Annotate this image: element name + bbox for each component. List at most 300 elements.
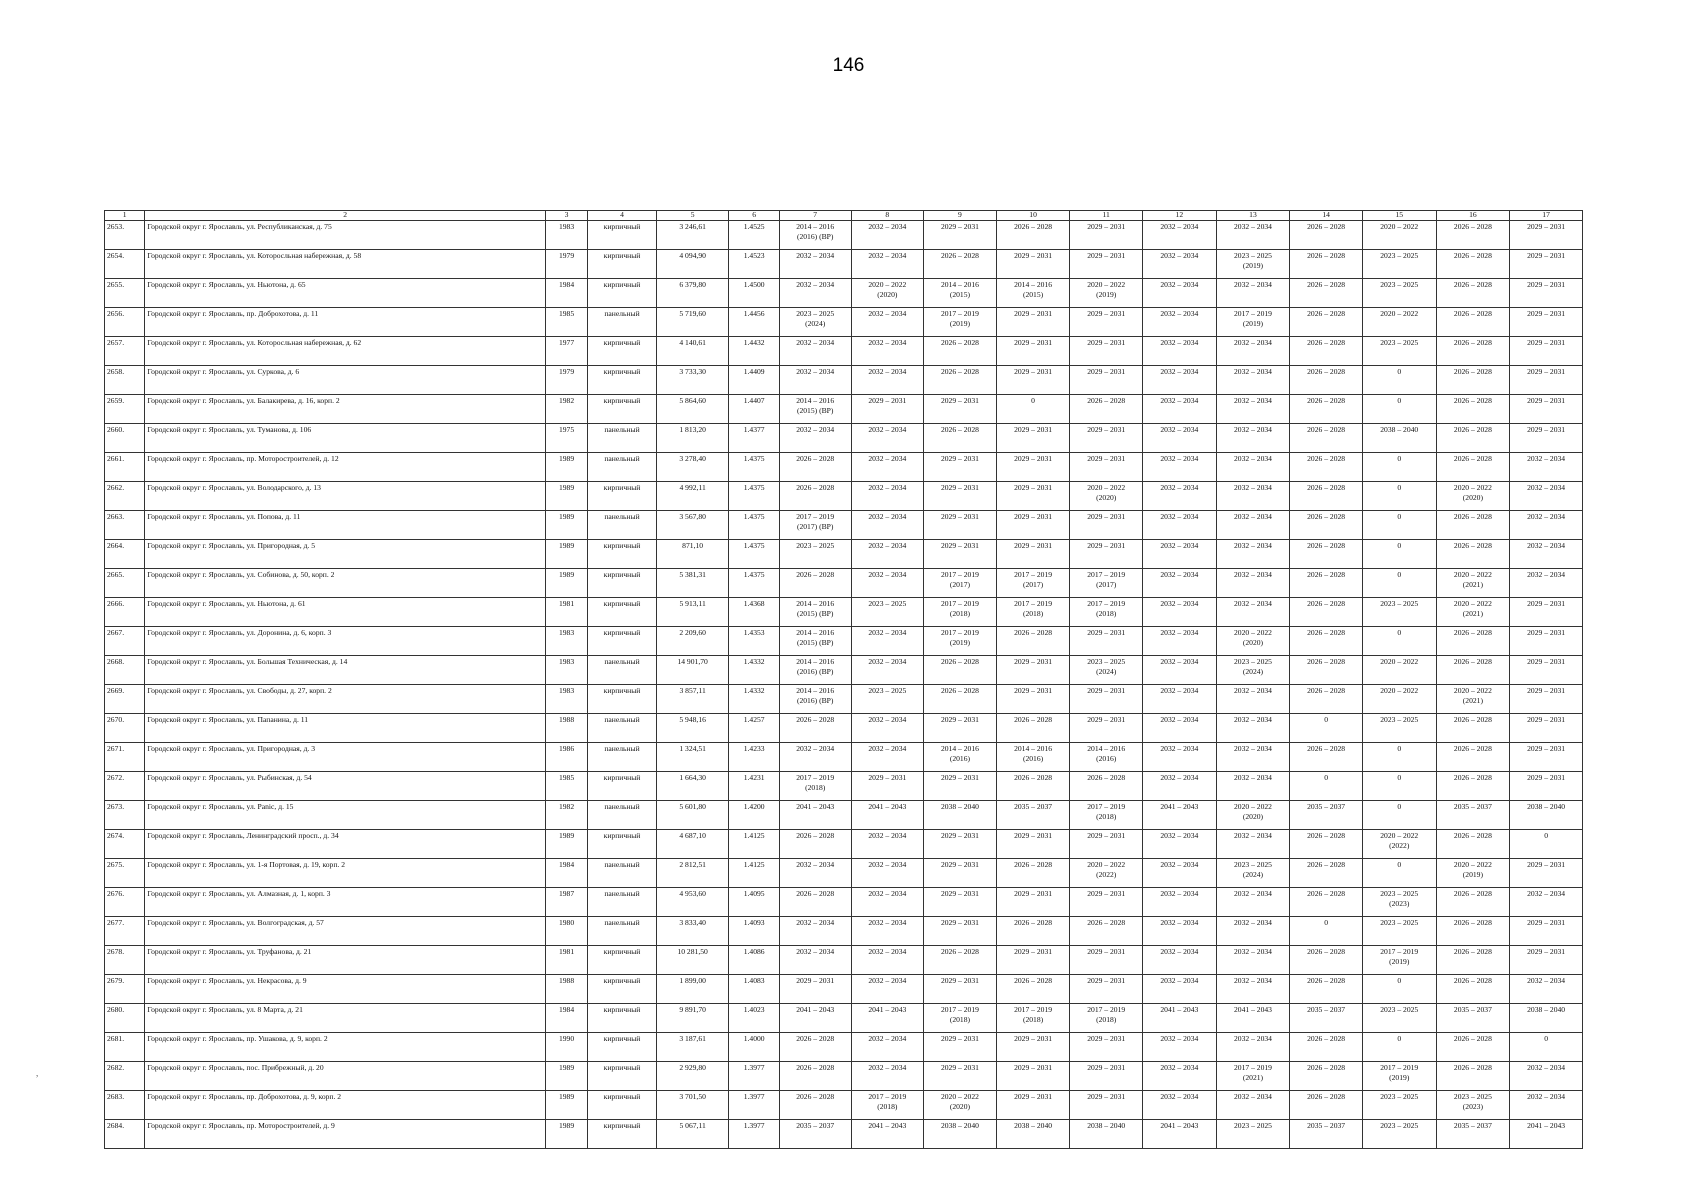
table-cell: 2029 – 2031: [1510, 859, 1583, 888]
table-cell: 2017 – 2019 (2019): [1216, 308, 1290, 337]
row-number-cell: 2683.: [105, 1091, 145, 1120]
table-cell: 2026 – 2028: [924, 250, 997, 279]
row-number-cell: 2675.: [105, 859, 145, 888]
table-cell: 2026 – 2028: [779, 453, 851, 482]
table-cell: панельный: [588, 888, 657, 917]
table-cell: 2032 – 2034: [1143, 279, 1217, 308]
table-cell: 2041 – 2043: [1510, 1120, 1583, 1149]
address-cell: Городской округ г. Ярославль, ул. Балакирева, д. 16, корп. 2: [145, 395, 546, 424]
table-cell: 2029 – 2031: [996, 482, 1070, 511]
table-cell: 2032 – 2034: [1143, 888, 1217, 917]
table-cell: 2029 – 2031: [996, 366, 1070, 395]
table-cell: 2029 – 2031: [1510, 917, 1583, 946]
table-cell: 2020 – 2022 (2020): [924, 1091, 997, 1120]
table-cell: 2026 – 2028: [779, 830, 851, 859]
table-cell: 2032 – 2034: [1510, 540, 1583, 569]
table-cell: 1.4523: [729, 250, 779, 279]
table-cell: 2032 – 2034: [851, 424, 924, 453]
table-row: [105, 917, 1583, 946]
address-cell: Городской округ г. Ярославль, ул. 8 Марта, д. 21: [145, 1004, 546, 1033]
table-cell: 2032 – 2034: [1143, 917, 1217, 946]
column-number-header: 7: [779, 211, 851, 221]
table-cell: 2026 – 2028: [1290, 453, 1363, 482]
table-cell: 2032 – 2034: [1216, 540, 1290, 569]
column-number-header: 8: [851, 211, 924, 221]
table-cell: 2026 – 2028: [779, 482, 851, 511]
row-number-cell: 2678.: [105, 946, 145, 975]
table-cell: 1.4257: [729, 714, 779, 743]
row-number-cell: 2673.: [105, 801, 145, 830]
row-number-cell: 2676.: [105, 888, 145, 917]
table-cell: 2029 – 2031: [1510, 308, 1583, 337]
table-cell: 2029 – 2031: [996, 540, 1070, 569]
table-cell: 2023 – 2025: [851, 685, 924, 714]
table-cell: 2029 – 2031: [924, 511, 997, 540]
table-cell: 0: [1362, 569, 1436, 598]
table-cell: 2032 – 2034: [1143, 1062, 1217, 1091]
table-cell: 0: [1362, 801, 1436, 830]
table-cell: 2023 – 2025: [1362, 1004, 1436, 1033]
row-number-cell: 2656.: [105, 308, 145, 337]
table-cell: 2029 – 2031: [924, 888, 997, 917]
address-cell: Городской округ г. Ярославль, пр. Доброхотова, д. 11: [145, 308, 546, 337]
table-cell: панельный: [588, 308, 657, 337]
table-cell: 6 379,80: [656, 279, 729, 308]
table-cell: 2014 – 2016 (2015) (ВР): [779, 395, 851, 424]
table-cell: кирпичный: [588, 395, 657, 424]
table-cell: панельный: [588, 511, 657, 540]
table-cell: 2032 – 2034: [779, 279, 851, 308]
table-cell: 2041 – 2043: [1143, 1120, 1217, 1149]
table-cell: 0: [1362, 453, 1436, 482]
table-cell: 1984: [545, 859, 587, 888]
table-cell: 2029 – 2031: [851, 395, 924, 424]
row-number-cell: 2655.: [105, 279, 145, 308]
column-number-header: 5: [656, 211, 729, 221]
table-cell: кирпичный: [588, 1033, 657, 1062]
table-cell: 2026 – 2028: [924, 685, 997, 714]
table-cell: 2032 – 2034: [1216, 714, 1290, 743]
table-cell: 2032 – 2034: [851, 366, 924, 395]
table-cell: 2032 – 2034: [1216, 511, 1290, 540]
table-cell: 2017 – 2019 (2018): [996, 598, 1070, 627]
table-cell: 1.4233: [729, 743, 779, 772]
table-cell: 2014 – 2016 (2015) (ВР): [779, 598, 851, 627]
table-cell: 2029 – 2031: [1510, 424, 1583, 453]
table-cell: 2026 – 2028: [1436, 772, 1510, 801]
row-number-cell: 2674.: [105, 830, 145, 859]
address-cell: Городской округ г. Ярославль, ул. 1-я Портовая, д. 19, корп. 2: [145, 859, 546, 888]
table-cell: 2029 – 2031: [1070, 685, 1143, 714]
table-cell: 2023 – 2025: [1216, 1120, 1290, 1149]
table-row: [105, 279, 1583, 308]
table-cell: 2032 – 2034: [779, 366, 851, 395]
table-cell: 2032 – 2034: [851, 917, 924, 946]
table-row: [105, 569, 1583, 598]
table-cell: 0: [1290, 917, 1363, 946]
table-cell: 2032 – 2034: [851, 627, 924, 656]
table-cell: 2020 – 2022 (2022): [1362, 830, 1436, 859]
address-cell: Городской округ г. Ярославль, ул. Суркова, д. 6: [145, 366, 546, 395]
table-cell: 2026 – 2028: [779, 888, 851, 917]
table-cell: 2029 – 2031: [1070, 424, 1143, 453]
table-cell: 1988: [545, 975, 587, 1004]
table-cell: 1.4375: [729, 511, 779, 540]
table-cell: 2032 – 2034: [851, 1062, 924, 1091]
table-cell: 2032 – 2034: [1510, 975, 1583, 1004]
table-cell: 2029 – 2031: [996, 946, 1070, 975]
table-cell: 2032 – 2034: [851, 337, 924, 366]
table-cell: 2026 – 2028: [1290, 1062, 1363, 1091]
table-cell: 2017 – 2019 (2018): [1070, 1004, 1143, 1033]
table-cell: 2029 – 2031: [924, 859, 997, 888]
table-cell: 2032 – 2034: [1510, 888, 1583, 917]
table-cell: 2026 – 2028: [1436, 250, 1510, 279]
table-cell: 1986: [545, 743, 587, 772]
row-number-cell: 2653.: [105, 221, 145, 250]
scan-artifact-mark: ,: [36, 1068, 39, 1078]
table-cell: 2032 – 2034: [851, 221, 924, 250]
table-cell: 2032 – 2034: [851, 482, 924, 511]
table-cell: кирпичный: [588, 366, 657, 395]
table-cell: 2020 – 2022: [1362, 656, 1436, 685]
table-cell: кирпичный: [588, 250, 657, 279]
table-cell: 2026 – 2028: [924, 366, 997, 395]
table-cell: 4 953,60: [656, 888, 729, 917]
table-cell: 2023 – 2025: [1362, 1120, 1436, 1149]
table-cell: 2032 – 2034: [1143, 627, 1217, 656]
table-cell: 1.3977: [729, 1120, 779, 1149]
table-cell: 2032 – 2034: [851, 569, 924, 598]
table-cell: 2026 – 2028: [924, 337, 997, 366]
table-cell: 2020 – 2022 (2019): [1436, 859, 1510, 888]
table-cell: 2026 – 2028: [1436, 656, 1510, 685]
table-cell: 2 209,60: [656, 627, 729, 656]
table-cell: 2032 – 2034: [851, 859, 924, 888]
table-cell: 1.4200: [729, 801, 779, 830]
table-cell: 1.4407: [729, 395, 779, 424]
table-cell: 1979: [545, 366, 587, 395]
table-cell: 2020 – 2022 (2021): [1436, 685, 1510, 714]
address-cell: Городской округ г. Ярославль, ул. Волгоградская, д. 57: [145, 917, 546, 946]
table-cell: 2032 – 2034: [1510, 1091, 1583, 1120]
row-number-cell: 2679.: [105, 975, 145, 1004]
table-cell: 2023 – 2025 (2024): [779, 308, 851, 337]
table-cell: 2026 – 2028: [1290, 482, 1363, 511]
table-cell: 2014 – 2016 (2016) (ВР): [779, 656, 851, 685]
table-cell: 0: [1362, 975, 1436, 1004]
column-number-header: 9: [924, 211, 997, 221]
column-number-header: 13: [1216, 211, 1290, 221]
table-cell: кирпичный: [588, 540, 657, 569]
table-cell: 1990: [545, 1033, 587, 1062]
table-cell: 1.4456: [729, 308, 779, 337]
table-cell: 2032 – 2034: [1143, 250, 1217, 279]
table-cell: 9 891,70: [656, 1004, 729, 1033]
table-cell: 1.4000: [729, 1033, 779, 1062]
table-cell: кирпичный: [588, 1091, 657, 1120]
table-cell: 2032 – 2034: [851, 975, 924, 1004]
table-cell: 2029 – 2031: [1070, 975, 1143, 1004]
table-cell: 0: [1290, 772, 1363, 801]
table-cell: 1987: [545, 888, 587, 917]
table-cell: 2029 – 2031: [924, 975, 997, 1004]
table-cell: 0: [1510, 1033, 1583, 1062]
table-cell: 1984: [545, 1004, 587, 1033]
table-cell: 1 899,00: [656, 975, 729, 1004]
row-number-cell: 2684.: [105, 1120, 145, 1149]
row-number-cell: 2681.: [105, 1033, 145, 1062]
table-cell: 2026 – 2028: [1290, 221, 1363, 250]
table-cell: 2023 – 2025: [1362, 337, 1436, 366]
table-row: [105, 946, 1583, 975]
table-cell: 1988: [545, 714, 587, 743]
table-cell: 2032 – 2034: [1510, 453, 1583, 482]
column-number-header: 4: [588, 211, 657, 221]
table-cell: 2017 – 2019 (2018): [1070, 801, 1143, 830]
table-cell: 2020 – 2022 (2022): [1070, 859, 1143, 888]
table-cell: 2038 – 2040: [1362, 424, 1436, 453]
table-cell: 2029 – 2031: [1510, 279, 1583, 308]
table-cell: 2026 – 2028: [1436, 714, 1510, 743]
table-body: [105, 211, 1583, 1149]
column-number-header: 12: [1143, 211, 1217, 221]
table-cell: 2029 – 2031: [996, 453, 1070, 482]
table-row: [105, 511, 1583, 540]
address-cell: Городской округ г. Ярославль, ул. Большая Техническая, д. 14: [145, 656, 546, 685]
column-number-header: 1: [105, 211, 145, 221]
table-row: [105, 598, 1583, 627]
table-cell: 2041 – 2043: [1143, 1004, 1217, 1033]
table-cell: 2023 – 2025: [851, 598, 924, 627]
table-cell: 2020 – 2022 (2019): [1070, 279, 1143, 308]
table-cell: 2032 – 2034: [1143, 308, 1217, 337]
table-cell: 2029 – 2031: [1510, 598, 1583, 627]
table-cell: 2026 – 2028: [1436, 1062, 1510, 1091]
table-cell: 1983: [545, 627, 587, 656]
table-cell: 2020 – 2022 (2021): [1436, 569, 1510, 598]
table-cell: 2014 – 2016 (2016): [1070, 743, 1143, 772]
table-cell: 2032 – 2034: [1143, 453, 1217, 482]
table-cell: 2026 – 2028: [779, 1033, 851, 1062]
table-cell: 2026 – 2028: [1070, 772, 1143, 801]
table-cell: 1.4332: [729, 685, 779, 714]
table-cell: 1980: [545, 917, 587, 946]
table-cell: 2029 – 2031: [1510, 221, 1583, 250]
table-row: [105, 337, 1583, 366]
table-cell: 3 567,80: [656, 511, 729, 540]
housing-register-table: [104, 210, 1583, 1149]
table-row: [105, 424, 1583, 453]
table-cell: 2026 – 2028: [1436, 337, 1510, 366]
table-cell: 2032 – 2034: [1216, 772, 1290, 801]
table-cell: 3 733,30: [656, 366, 729, 395]
table-cell: 2026 – 2028: [1290, 366, 1363, 395]
table-cell: 2020 – 2022: [1362, 221, 1436, 250]
table-cell: 2026 – 2028: [1290, 279, 1363, 308]
table-cell: 2041 – 2043: [1143, 801, 1217, 830]
table-cell: 4 094,90: [656, 250, 729, 279]
table-cell: 0: [1362, 366, 1436, 395]
table-cell: 2032 – 2034: [1216, 1091, 1290, 1120]
table-cell: 2026 – 2028: [924, 656, 997, 685]
table-cell: 2029 – 2031: [996, 424, 1070, 453]
table-cell: 2029 – 2031: [924, 830, 997, 859]
table-cell: 1.4086: [729, 946, 779, 975]
table-row: [105, 221, 1583, 250]
table-row: [105, 627, 1583, 656]
table-cell: 2026 – 2028: [1290, 540, 1363, 569]
table-cell: 2032 – 2034: [851, 308, 924, 337]
table-cell: кирпичный: [588, 1062, 657, 1091]
table-cell: 5 601,80: [656, 801, 729, 830]
address-cell: Городской округ г. Ярославль, пр. Моторостроителей, д. 9: [145, 1120, 546, 1149]
table-cell: 2041 – 2043: [779, 801, 851, 830]
table-cell: 0: [1362, 743, 1436, 772]
table-cell: 2029 – 2031: [1070, 830, 1143, 859]
table-cell: 2029 – 2031: [1070, 888, 1143, 917]
table-cell: 2032 – 2034: [851, 656, 924, 685]
table-cell: 2020 – 2022 (2020): [1216, 627, 1290, 656]
table-cell: 2026 – 2028: [1290, 250, 1363, 279]
table-cell: 2032 – 2034: [1216, 946, 1290, 975]
table-cell: 2026 – 2028: [1290, 888, 1363, 917]
table-cell: 1.4083: [729, 975, 779, 1004]
address-cell: Городской округ г. Ярославль, ул. Собинова, д. 50, корп. 2: [145, 569, 546, 598]
table-cell: 5 719,60: [656, 308, 729, 337]
table-cell: 1.4375: [729, 569, 779, 598]
table-cell: панельный: [588, 801, 657, 830]
table-cell: 2032 – 2034: [1216, 830, 1290, 859]
table-cell: 2029 – 2031: [924, 221, 997, 250]
table-cell: 0: [1362, 395, 1436, 424]
table-cell: 3 187,61: [656, 1033, 729, 1062]
table-cell: 3 701,50: [656, 1091, 729, 1120]
address-cell: Городской округ г. Ярославль, ул. Володарского, д. 13: [145, 482, 546, 511]
table-cell: 2032 – 2034: [1143, 569, 1217, 598]
table-cell: 2029 – 2031: [924, 453, 997, 482]
table-cell: 2014 – 2016 (2015): [924, 279, 997, 308]
table-cell: 2026 – 2028: [996, 627, 1070, 656]
table-cell: 1981: [545, 598, 587, 627]
table-cell: 2032 – 2034: [1143, 975, 1217, 1004]
table-cell: 2032 – 2034: [779, 946, 851, 975]
table-cell: 2032 – 2034: [779, 424, 851, 453]
table-cell: 2038 – 2040: [996, 1120, 1070, 1149]
table-row: [105, 975, 1583, 1004]
table-row: [105, 685, 1583, 714]
table-cell: 2035 – 2037: [1436, 801, 1510, 830]
table-cell: 3 246,61: [656, 221, 729, 250]
row-number-cell: 2663.: [105, 511, 145, 540]
table-cell: 1.4377: [729, 424, 779, 453]
table-cell: 2014 – 2016 (2016): [996, 743, 1070, 772]
table-cell: 4 992,11: [656, 482, 729, 511]
column-number-header: 15: [1362, 211, 1436, 221]
table-cell: 2023 – 2025: [1362, 598, 1436, 627]
table-cell: 2029 – 2031: [1070, 250, 1143, 279]
table-cell: 2029 – 2031: [996, 1091, 1070, 1120]
table-cell: 1985: [545, 308, 587, 337]
table-row: [105, 366, 1583, 395]
table-cell: 2026 – 2028: [1070, 917, 1143, 946]
table-cell: кирпичный: [588, 830, 657, 859]
table-cell: 2032 – 2034: [1143, 337, 1217, 366]
table-cell: 2029 – 2031: [924, 395, 997, 424]
table-cell: 2026 – 2028: [1290, 1091, 1363, 1120]
address-cell: Городской округ г. Ярославль, ул. Пригородная, д. 3: [145, 743, 546, 772]
table-cell: 2017 – 2019 (2021): [1216, 1062, 1290, 1091]
table-cell: 2026 – 2028: [1436, 917, 1510, 946]
table-cell: 2026 – 2028: [1436, 1033, 1510, 1062]
table-cell: 2017 – 2019 (2017): [996, 569, 1070, 598]
table-cell: панельный: [588, 917, 657, 946]
table-cell: 2032 – 2034: [779, 250, 851, 279]
table-row: [105, 1004, 1583, 1033]
table-cell: 1.4368: [729, 598, 779, 627]
row-number-cell: 2660.: [105, 424, 145, 453]
table-cell: кирпичный: [588, 975, 657, 1004]
table-cell: 2029 – 2031: [996, 1062, 1070, 1091]
table-cell: 2 929,80: [656, 1062, 729, 1091]
table-cell: 1 664,30: [656, 772, 729, 801]
table-row: [105, 714, 1583, 743]
table-cell: 1.4432: [729, 337, 779, 366]
table-cell: 2026 – 2028: [1436, 366, 1510, 395]
table-cell: 1.4525: [729, 221, 779, 250]
table-cell: 2041 – 2043: [1216, 1004, 1290, 1033]
table-cell: 2032 – 2034: [1216, 366, 1290, 395]
table-cell: 5 864,60: [656, 395, 729, 424]
table-cell: 1983: [545, 685, 587, 714]
table-cell: 2029 – 2031: [996, 337, 1070, 366]
table-cell: кирпичный: [588, 569, 657, 598]
table-cell: 2017 – 2019 (2018): [1070, 598, 1143, 627]
table-cell: 2029 – 2031: [1070, 540, 1143, 569]
column-number-header: 2: [145, 211, 546, 221]
table-cell: панельный: [588, 743, 657, 772]
table-cell: 2023 – 2025 (2024): [1216, 859, 1290, 888]
column-number-header: 3: [545, 211, 587, 221]
table-cell: 2026 – 2028: [1436, 946, 1510, 975]
table-cell: 0: [1290, 714, 1363, 743]
table-cell: 2032 – 2034: [1216, 888, 1290, 917]
column-number-header: 16: [1436, 211, 1510, 221]
table-cell: 2029 – 2031: [1070, 1091, 1143, 1120]
table-cell: 0: [1362, 511, 1436, 540]
table-cell: 2026 – 2028: [1436, 424, 1510, 453]
address-cell: Городской округ г. Ярославль, пр. Моторостроителей, д. 12: [145, 453, 546, 482]
table-cell: 2017 – 2019 (2017) (ВР): [779, 511, 851, 540]
table-cell: 2017 – 2019 (2019): [924, 308, 997, 337]
table-cell: 2029 – 2031: [924, 772, 997, 801]
table-cell: 2026 – 2028: [1436, 540, 1510, 569]
table-cell: 2023 – 2025: [1362, 279, 1436, 308]
table-cell: 2029 – 2031: [1070, 221, 1143, 250]
address-cell: Городской округ г. Ярославль, ул. Ньютона, д. 65: [145, 279, 546, 308]
column-number-header: 10: [996, 211, 1070, 221]
table-cell: панельный: [588, 453, 657, 482]
table-cell: 2032 – 2034: [1216, 424, 1290, 453]
table-cell: 2032 – 2034: [851, 250, 924, 279]
table-cell: 3 833,40: [656, 917, 729, 946]
table-cell: 1.4375: [729, 540, 779, 569]
table-cell: кирпичный: [588, 279, 657, 308]
table-cell: 2026 – 2028: [1290, 598, 1363, 627]
table-cell: 1.4332: [729, 656, 779, 685]
table-cell: 1989: [545, 1062, 587, 1091]
table-cell: 2038 – 2040: [1070, 1120, 1143, 1149]
